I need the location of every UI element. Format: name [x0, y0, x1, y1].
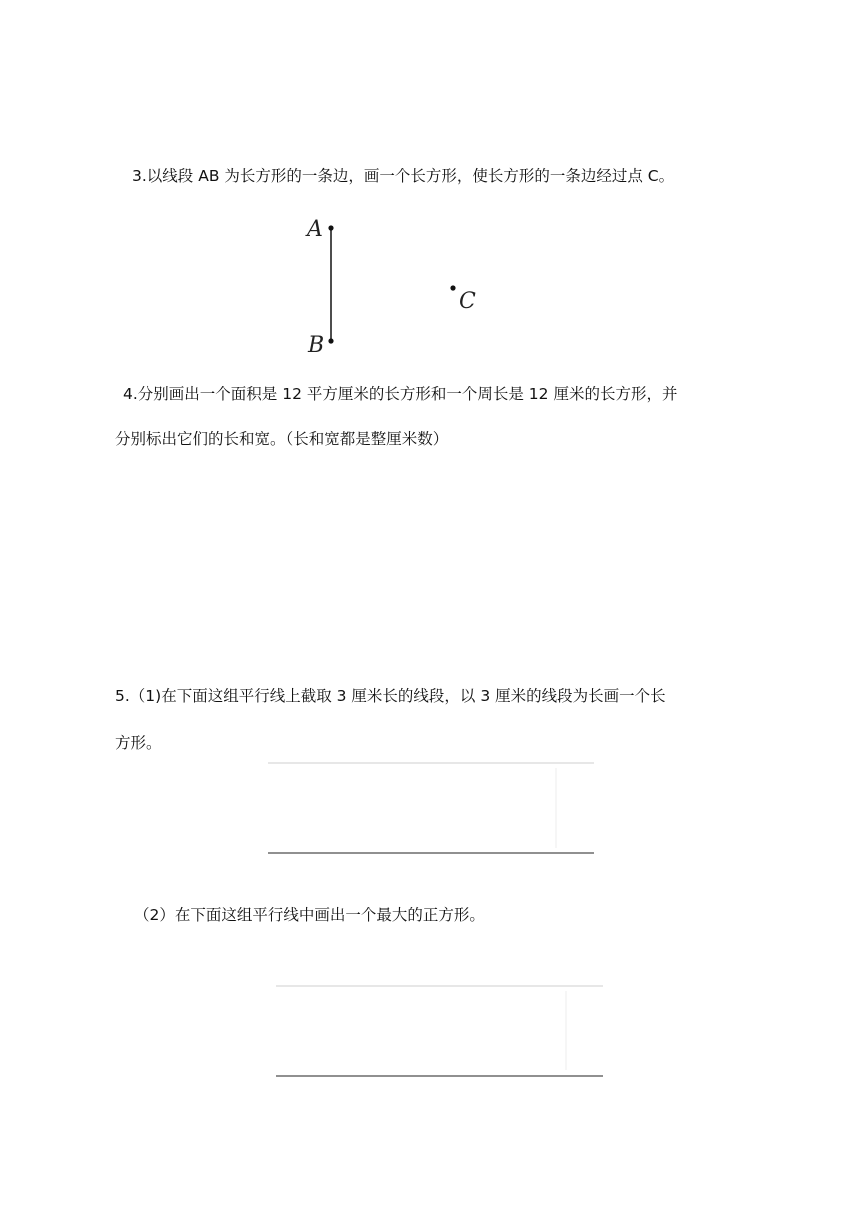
point-a	[328, 225, 333, 230]
question-4-line-2: 分别标出它们的长和宽。（长和宽都是整厘米数）	[115, 430, 449, 448]
question-3-text: 3.以线段 AB 为长方形的一条边，画一个长方形，使长方形的一条边经过点 C。	[132, 167, 675, 185]
question-5-part-2: （2）在下面这组平行线中画出一个最大的正方形。	[134, 906, 485, 924]
label-c: C	[459, 289, 476, 314]
label-b: B	[308, 333, 325, 358]
segment-ab-figure	[305, 217, 476, 358]
parallel-lines-2	[276, 986, 603, 1076]
question-4-line-1: 4.分别画出一个面积是 12 平方厘米的长方形和一个周长是 12 厘米的长方形，并	[123, 385, 678, 403]
parallel-lines-1	[268, 763, 594, 853]
label-a: A	[307, 217, 323, 242]
question-5-part-1-line-1: 5.（1)在下面这组平行线上截取 3 厘米长的线段，以 3 厘米的线段为长画一个长	[115, 687, 666, 705]
point-c	[450, 285, 455, 290]
point-b	[328, 338, 333, 343]
question-5-part-1-line-2: 方形。	[115, 734, 162, 752]
